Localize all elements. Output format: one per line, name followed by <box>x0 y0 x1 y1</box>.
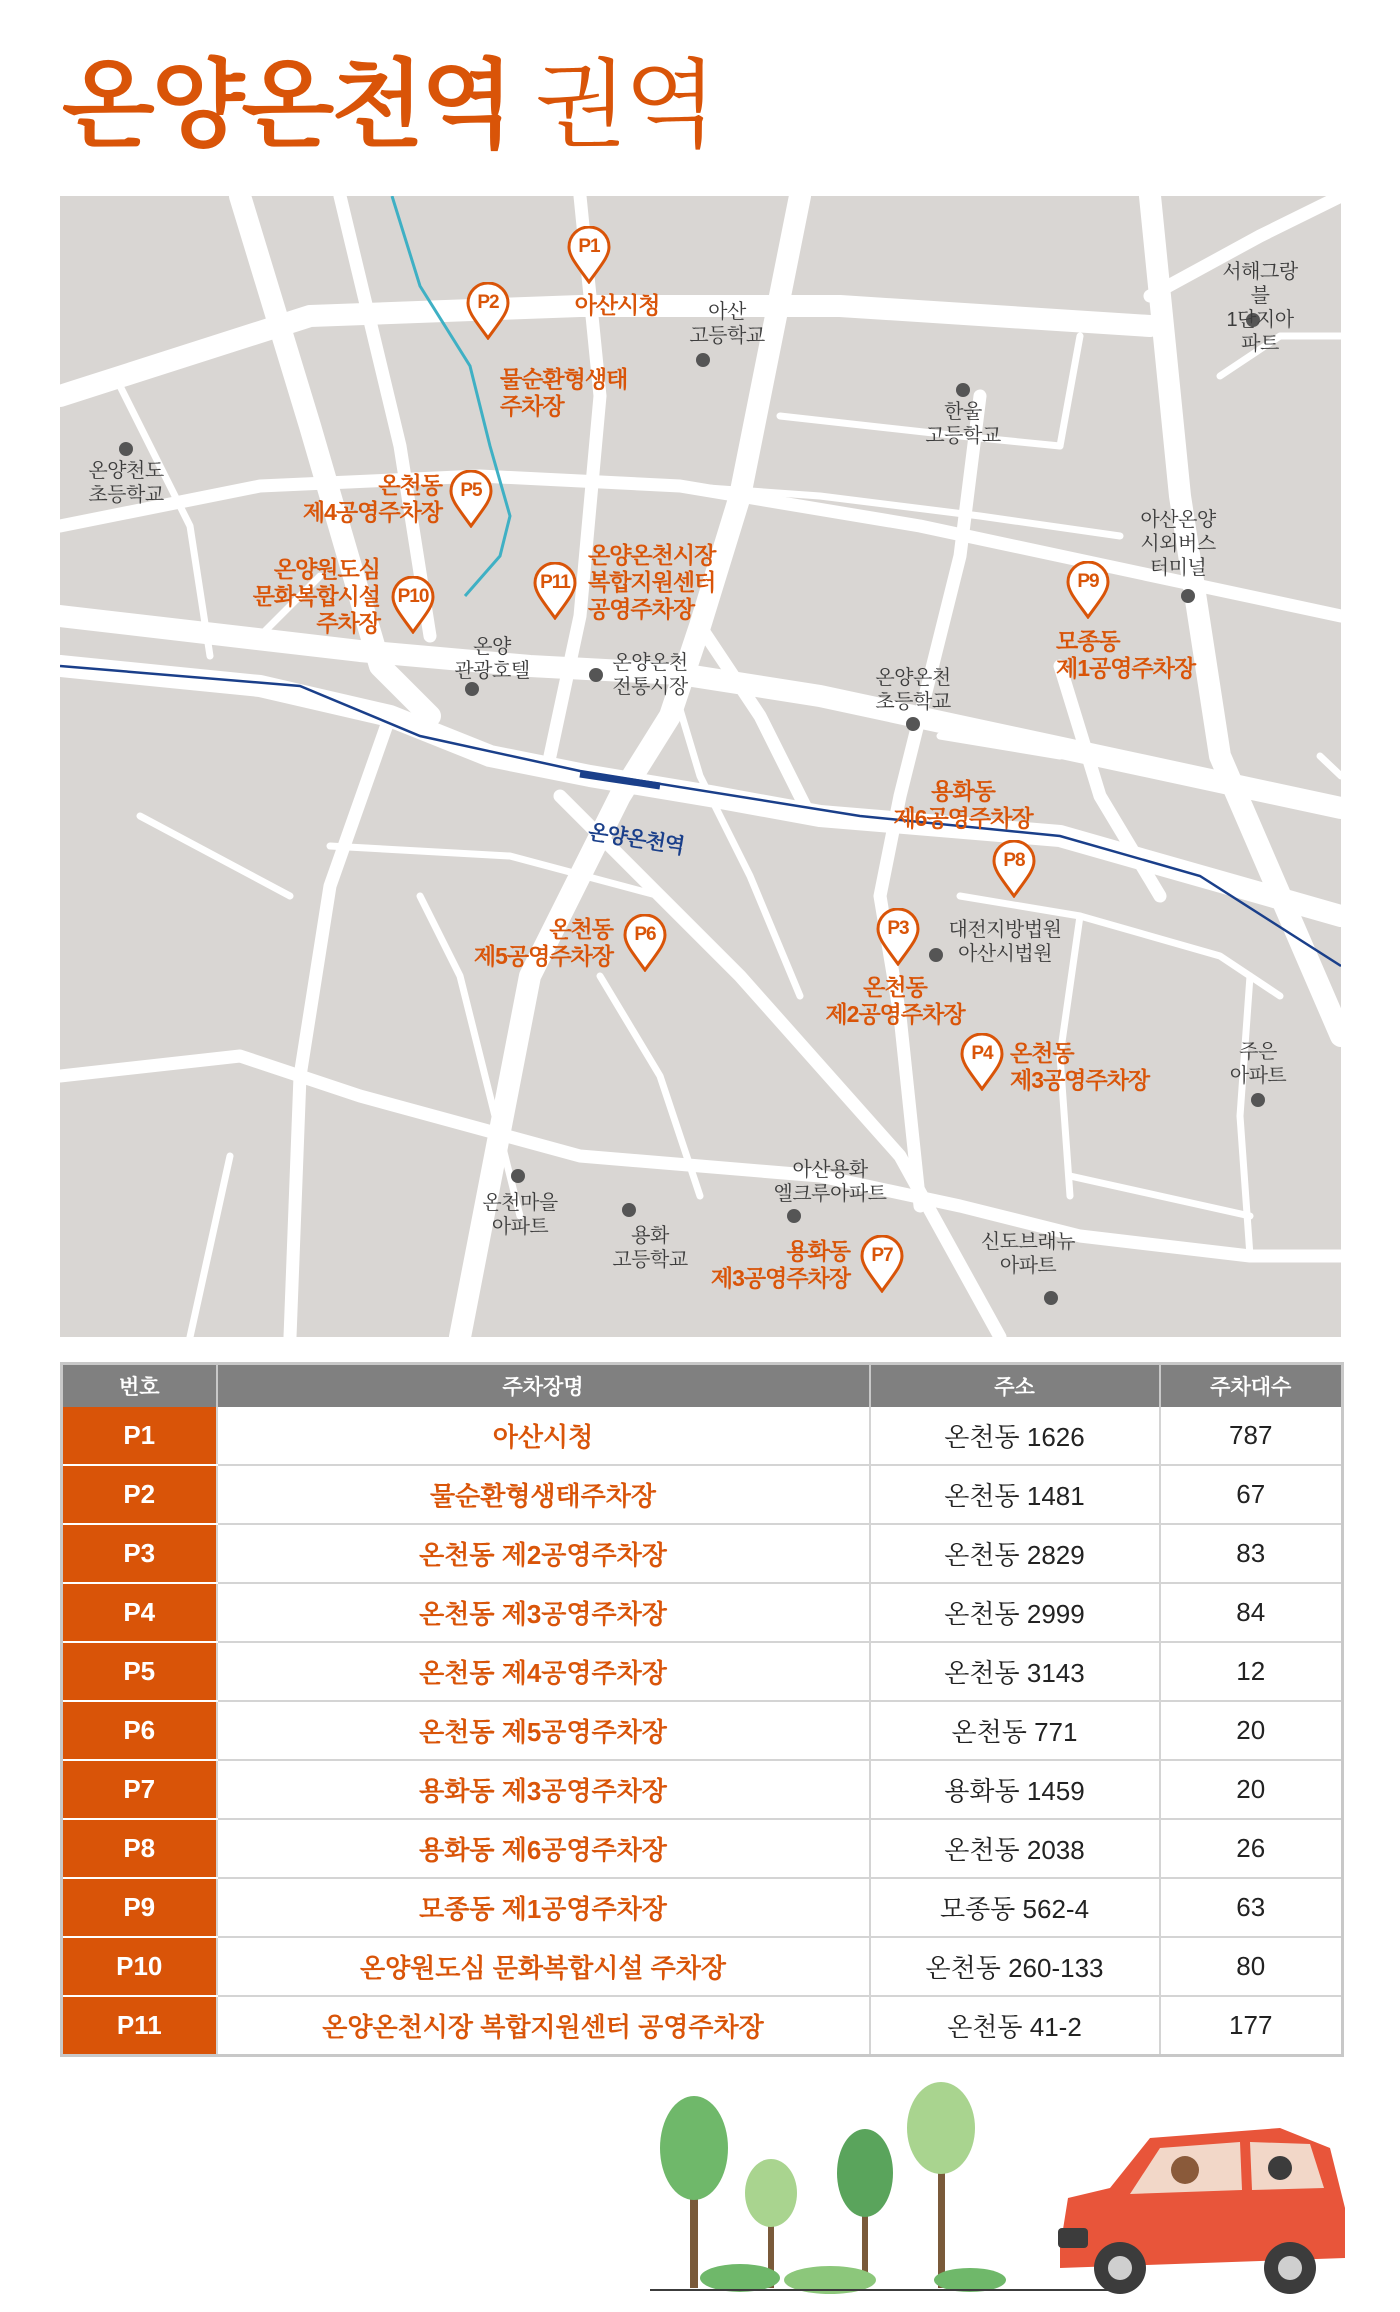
row-no: P6 <box>62 1701 217 1760</box>
pin-number: P6 <box>634 924 656 945</box>
parking-pin-p8[interactable] <box>991 840 1037 898</box>
table-row <box>62 1996 1343 2056</box>
row-no: P5 <box>62 1642 217 1701</box>
row-address: 온천동 2038 <box>870 1819 1160 1878</box>
area-map[interactable] <box>60 196 1341 1337</box>
table-row <box>62 1524 1343 1583</box>
row-no: P2 <box>62 1465 217 1524</box>
parking-label-p10: 온양원도심 문화복합시설 주차장 <box>252 556 380 636</box>
place-jueun: 주은 아파트 <box>1229 1041 1287 1087</box>
row-address: 온천동 2999 <box>870 1583 1160 1642</box>
poi-dot <box>1044 1291 1058 1305</box>
row-count: 20 <box>1160 1760 1343 1819</box>
row-name: 용화동 제3공영주차장 <box>217 1760 870 1819</box>
place-yonghwa-hs: 용화 고등학교 <box>612 1225 688 1271</box>
row-count: 83 <box>1160 1524 1343 1583</box>
parking-pin-p11[interactable] <box>532 562 578 620</box>
parking-pin-p1[interactable] <box>566 226 612 284</box>
car-icon <box>1058 2128 1345 2294</box>
parking-label-p2: 물순환형생태 주차장 <box>500 366 628 419</box>
row-no: P9 <box>62 1878 217 1937</box>
poi-dot <box>1181 589 1195 603</box>
place-seohae: 서해그랑블 1단지아파트 <box>1222 261 1298 355</box>
parking-pin-p2[interactable] <box>465 282 511 340</box>
poi-dot <box>906 717 920 731</box>
row-name: 온양온천시장 복합지원센터 공영주차장 <box>217 1996 870 2056</box>
pin-number: P10 <box>397 586 429 607</box>
parking-label-p7: 용화동 제3공영주차장 <box>710 1238 850 1291</box>
poi-dot <box>956 383 970 397</box>
table-row <box>62 1407 1343 1465</box>
row-address: 온천동 1481 <box>870 1465 1160 1524</box>
parking-pin-p3[interactable] <box>875 908 921 966</box>
pin-number: P8 <box>1003 850 1025 871</box>
header-address: 주소 <box>870 1364 1160 1408</box>
poi-dot <box>622 1203 636 1217</box>
row-name: 온양원도심 문화복합시설 주차장 <box>217 1937 870 1996</box>
table-row <box>62 1701 1343 1760</box>
row-address: 온천동 771 <box>870 1701 1160 1760</box>
page-title <box>62 52 715 159</box>
header-no: 번호 <box>62 1364 217 1408</box>
table-row <box>62 1760 1343 1819</box>
table-row <box>62 1465 1343 1524</box>
pin-number: P1 <box>578 236 600 257</box>
parking-pin-p4[interactable] <box>959 1033 1005 1091</box>
tree-icon <box>660 2096 728 2288</box>
car-and-trees-illustration <box>640 2078 1360 2303</box>
poi-dot <box>1251 1093 1265 1107</box>
place-market: 온양온천 전통시장 <box>612 652 688 698</box>
parking-label-p4: 온천동 제3공영주차장 <box>1010 1040 1150 1093</box>
row-address: 용화동 1459 <box>870 1760 1160 1819</box>
place-hanul-hs: 한울 고등학교 <box>925 401 1001 447</box>
row-address: 온천동 2829 <box>870 1524 1160 1583</box>
parking-pin-p6[interactable] <box>622 914 668 972</box>
title-suffix: 권역 <box>534 52 715 159</box>
parking-label-p6: 온천동 제5공영주차장 <box>473 916 613 969</box>
parking-pin-p10[interactable] <box>390 576 436 634</box>
parking-label-p8: 용화동 제6공영주차장 <box>893 778 1033 831</box>
table-row <box>62 1819 1343 1878</box>
row-count: 63 <box>1160 1878 1343 1937</box>
row-no: P7 <box>62 1760 217 1819</box>
pin-number: P7 <box>871 1245 893 1266</box>
table-row <box>62 1583 1343 1642</box>
poi-dot <box>787 1209 801 1223</box>
title-main: 온양온천역 <box>62 52 511 159</box>
table-row <box>62 1642 1343 1701</box>
place-court: 대전지방법원 아산시법원 <box>948 919 1062 965</box>
parking-label-p1: 아산시청 <box>574 292 660 318</box>
poi-dot <box>929 948 943 962</box>
poi-dot <box>511 1169 525 1183</box>
parking-table <box>60 1362 1344 2057</box>
row-no: P8 <box>62 1819 217 1878</box>
pin-number: P3 <box>887 918 909 939</box>
place-maeul: 온천마을 아파트 <box>482 1192 558 1238</box>
place-terminal: 아산온양 시외버스 터미널 <box>1140 509 1216 579</box>
header-name: 주차장명 <box>217 1364 870 1408</box>
parking-pin-p7[interactable] <box>859 1235 905 1293</box>
row-count: 84 <box>1160 1583 1343 1642</box>
station-label: 온양온천역 <box>586 820 686 859</box>
pin-number: P5 <box>460 480 482 501</box>
row-name: 온천동 제5공영주차장 <box>217 1701 870 1760</box>
parking-label-p3: 온천동 제2공영주차장 <box>825 974 965 1027</box>
row-count: 67 <box>1160 1465 1343 1524</box>
place-onyangcheon-es: 온양천도 초등학교 <box>88 460 164 506</box>
parking-pin-p9[interactable] <box>1065 561 1111 619</box>
row-no: P10 <box>62 1937 217 1996</box>
row-count: 80 <box>1160 1937 1343 1996</box>
row-address: 온천동 260-133 <box>870 1937 1160 1996</box>
pin-number: P9 <box>1077 571 1099 592</box>
row-address: 온천동 41-2 <box>870 1996 1160 2056</box>
row-no: P11 <box>62 1996 217 2056</box>
row-count: 26 <box>1160 1819 1343 1878</box>
table-row <box>62 1878 1343 1937</box>
place-onyang-es: 온양온천 초등학교 <box>875 667 951 713</box>
row-no: P3 <box>62 1524 217 1583</box>
tree-icon <box>907 2082 975 2288</box>
poi-dot <box>465 682 479 696</box>
parking-label-p5: 온천동 제4공영주차장 <box>302 472 442 525</box>
poi-dot <box>589 668 603 682</box>
poi-dot <box>119 442 133 456</box>
pin-number: P2 <box>477 292 499 313</box>
road-network <box>60 196 1341 1337</box>
pin-number: P11 <box>540 572 570 593</box>
row-address: 온천동 3143 <box>870 1642 1160 1701</box>
row-name: 용화동 제6공영주차장 <box>217 1819 870 1878</box>
parking-label-p11: 온양온천시장 복합지원센터 공영주차장 <box>588 542 716 622</box>
row-count: 12 <box>1160 1642 1343 1701</box>
row-count: 177 <box>1160 1996 1343 2056</box>
table-row <box>62 1937 1343 1996</box>
row-no: P4 <box>62 1583 217 1642</box>
place-elkru: 아산용화 엘크루아파트 <box>773 1159 887 1205</box>
row-address: 온천동 1626 <box>870 1407 1160 1465</box>
row-name: 모종동 제1공영주차장 <box>217 1878 870 1937</box>
table-header-row <box>62 1364 1343 1408</box>
pin-number: P4 <box>971 1043 993 1064</box>
row-no: P1 <box>62 1407 217 1465</box>
row-name: 물순환형생태주차장 <box>217 1465 870 1524</box>
row-name: 온천동 제4공영주차장 <box>217 1642 870 1701</box>
parking-pin-p5[interactable] <box>448 470 494 528</box>
tree-icon <box>837 2129 893 2288</box>
row-address: 모종동 562-4 <box>870 1878 1160 1937</box>
header-count: 주차대수 <box>1160 1364 1343 1408</box>
row-name: 아산시청 <box>217 1407 870 1465</box>
poi-dot <box>696 353 710 367</box>
row-name: 온천동 제3공영주차장 <box>217 1583 870 1642</box>
row-count: 20 <box>1160 1701 1343 1760</box>
place-sindo: 신도브래뉴 아파트 <box>980 1231 1076 1277</box>
row-name: 온천동 제2공영주차장 <box>217 1524 870 1583</box>
row-count: 787 <box>1160 1407 1343 1465</box>
parking-label-p9: 모종동 제1공영주차장 <box>1056 628 1196 681</box>
place-asan-hs: 아산 고등학교 <box>689 301 765 347</box>
place-hotel: 온양 관광호텔 <box>454 636 530 682</box>
